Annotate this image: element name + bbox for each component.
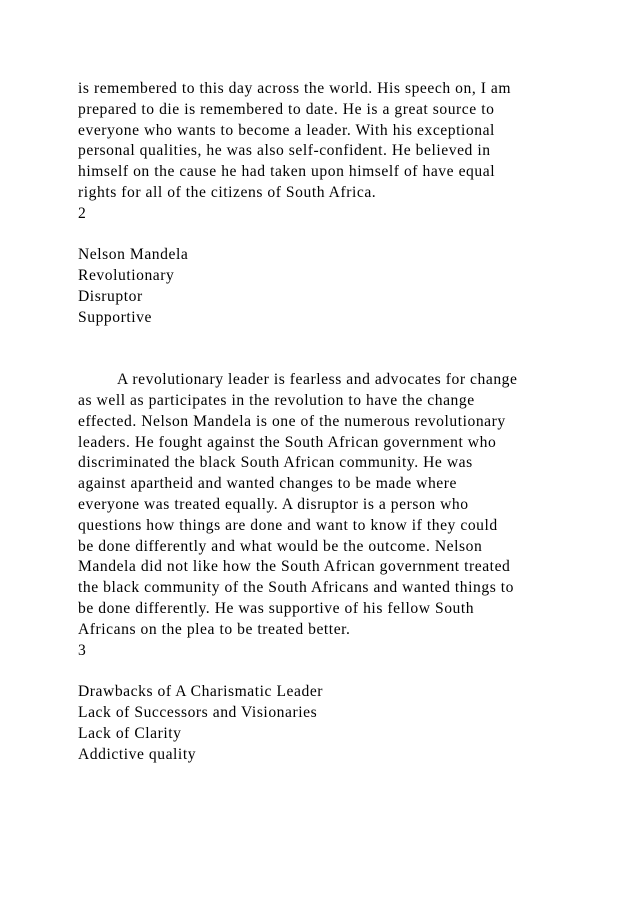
paragraph-line: leaders. He fought against the South African government who xyxy=(78,433,497,451)
paragraph-line: everyone was treated equally. A disruptor is a person who xyxy=(78,495,469,513)
paragraph-line: is remembered to this day across the world. His speech on, I am xyxy=(78,80,512,97)
slide-item: Supportive xyxy=(78,308,152,326)
paragraph-line: effected. Nelson Mandela is one of the numerous revolutionary xyxy=(78,412,506,430)
slide-number: 2 xyxy=(78,204,87,222)
paragraph-line: be done differently and what would be the outcome. Nelson xyxy=(78,537,483,555)
slide-item: Revolutionary xyxy=(78,267,175,285)
paragraph-line: the black community of the South Africans and wanted things to xyxy=(78,579,514,597)
paragraph-line: everyone who wants to become a leader. With his exceptional xyxy=(78,121,495,139)
paragraph-line: A revolutionary leader is fearless and advocates for change xyxy=(117,371,518,389)
document-body xyxy=(78,79,618,765)
paragraph-line: Mandela did not like how the South African government treated xyxy=(78,558,511,576)
blank-line xyxy=(78,225,618,246)
paragraph-line: questions how things are done and want to know if they could xyxy=(78,516,498,534)
slide-item: Drawbacks of A Charismatic Leader xyxy=(78,683,324,701)
paragraph-line: as well as participates in the revolution to have the change xyxy=(78,391,475,409)
blank-line xyxy=(78,661,618,682)
blank-line xyxy=(78,349,618,370)
paragraph-line: against apartheid and wanted changes to be made where xyxy=(78,475,457,493)
slide-item: Lack of Successors and Visionaries xyxy=(78,703,318,721)
slide-item: Lack of Clarity xyxy=(78,724,182,742)
slide-number: 3 xyxy=(78,641,87,659)
slide-item: Addictive quality xyxy=(78,745,197,763)
paragraph-line: be done differently. He was supportive of his fellow South xyxy=(78,599,475,617)
slide-item: Nelson Mandela xyxy=(78,246,189,264)
paragraph-line: himself on the cause he had taken upon himself of have equal xyxy=(78,163,496,181)
paragraph-line: prepared to die is remembered to date. He is a great source to xyxy=(78,100,495,118)
slide-item: Disruptor xyxy=(78,287,143,305)
blank-line xyxy=(78,329,618,350)
paragraph-line: Africans on the plea to be treated better. xyxy=(78,620,351,638)
paragraph-line: personal qualities, he was also self-confident. He believed in xyxy=(78,142,491,160)
paragraph-line: discriminated the black South African community. He was xyxy=(78,454,473,472)
paragraph-line: rights for all of the citizens of South Africa. xyxy=(78,183,377,201)
